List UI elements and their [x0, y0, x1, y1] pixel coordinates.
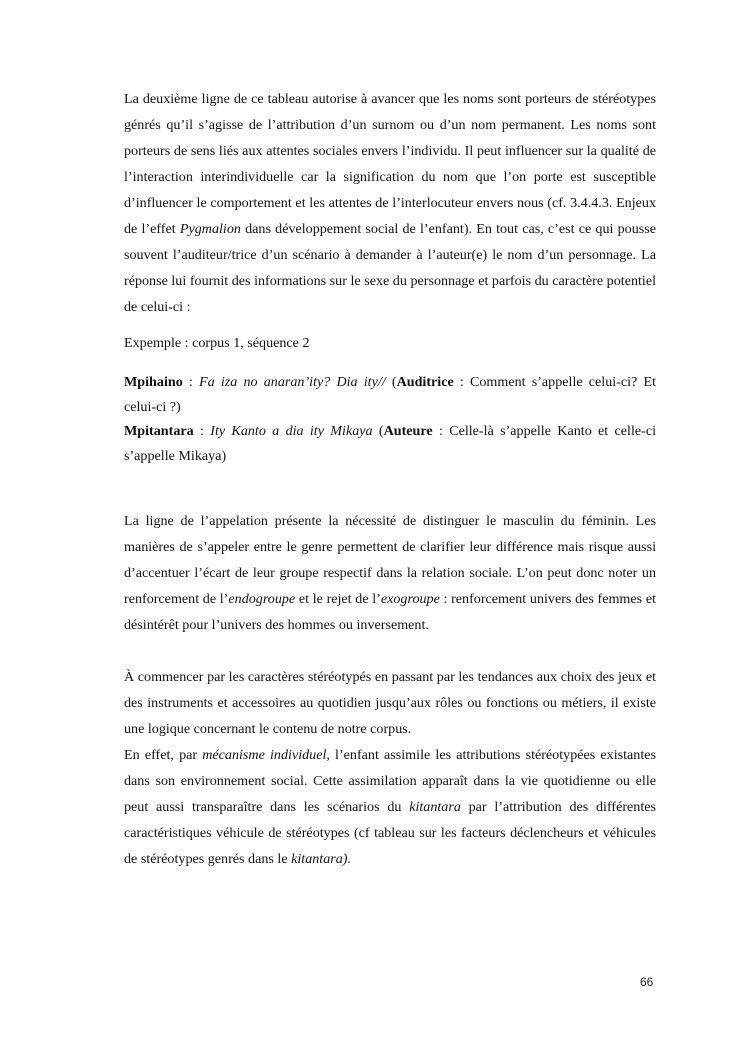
speaker-name: Mpihaino	[124, 374, 183, 390]
paragraph-text: En effet, par	[124, 747, 203, 763]
italic-term: exogroupe	[380, 591, 440, 607]
example-label: Expemple : corpus 1, séquence 2	[124, 335, 310, 351]
translation-speaker: Auteure	[383, 423, 433, 439]
italic-term: kitantara	[409, 799, 461, 815]
paragraph-names-stereotypes	[124, 86, 656, 320]
dialogue-line-1	[124, 370, 656, 420]
paragraph-text: par l’attribution des différentes caractéristiques véhicule de stéréotypes (cf tableau sur les facteurs déclencheurs et véhicules de stéréotypes genrés dans le	[124, 799, 656, 867]
malagasy-text: Fa iza no anaran’ity? Dia ity//	[199, 374, 386, 390]
paren: (	[385, 374, 397, 390]
translation-text: : Celle-là s’appelle Kanto et celle-ci s’appelle Mikaya)	[124, 423, 657, 464]
paren: (	[372, 423, 384, 439]
malagasy-text: Ity Kanto a dia ity Mikaya	[210, 423, 373, 439]
paragraph-text: La ligne de l’appelation présente la nécessité de distinguer le masculin du féminin. Les manières de s’appeler entre le genre permettent de clarifier leur différence mais risque aussi d’accentuer l’écart de leur groupe respectif dans la relation sociale. L’on peut donc noter un renforcement de l’	[124, 513, 656, 607]
paragraph-text: La deuxième ligne de ce tableau autorise à avancer que les noms sont porteurs de stéréotypes génrés qu’il s’agisse de l’attribution d’un surnom ou d’un nom permanent. Les noms sont porteurs de sens liés aux attentes sociales envers l’individu. Il peut influencer sur la qualité de l’interaction interindividuelle car la signification du nom que l’on porte est susceptible d’influencer le comportement et les attentes de l’interlocuteur envers nous (cf. 3.4.4.3. Enjeux de l’effet	[124, 91, 656, 237]
paragraph-appellation	[124, 508, 656, 638]
italic-term: endogroupe	[228, 591, 296, 607]
paragraph-text: , l’enfant assimile les attributions stéréotypées existantes dans son environnement social. Cette assimilation apparaît dans la vie quotidienne ou elle peut aussi transparaître dans les scénarios du	[124, 747, 656, 815]
translation-speaker: Auditrice	[396, 374, 454, 390]
italic-term: mécanisme individuel	[202, 747, 327, 763]
paragraph-stereotyped-traits: À commencer par les caractères stéréotypés en passant par les tendances aux choix des jeux et des instruments et accessoires au quotidien jusqu’aux rôles ou fonctions ou métiers, il existe une logique concernant le contenu de notre corpus.	[124, 669, 656, 737]
paragraph-individual-mechanism	[124, 742, 656, 872]
speaker-name: Mpitantara	[124, 423, 194, 439]
separator: :	[182, 374, 200, 390]
page-number: 66	[640, 975, 654, 989]
dialogue-line-2	[124, 419, 656, 469]
italic-term: Pygmalion	[179, 221, 241, 237]
italic-term: kitantara).	[291, 851, 352, 867]
paragraph-text: et le rejet de l’	[295, 591, 381, 607]
separator: :	[193, 423, 211, 439]
translation-text: : Comment s’appelle celui-ci? Et celui-ci ?)	[124, 374, 656, 415]
paragraph-text: dans développement social de l’enfant). En tout cas, c’est ce qui pousse souvent l’auditeur/trice d’un scénario à demander à l’auteur(e) le nom d’un personnage. La réponse lui fournit des informations sur le sexe du personnage et parfois du caractère potentiel de celui-ci :	[124, 221, 656, 315]
paragraph-text: : renforcement univers des femmes et désintérêt pour l’univers des hommes ou inversement.	[124, 591, 656, 633]
